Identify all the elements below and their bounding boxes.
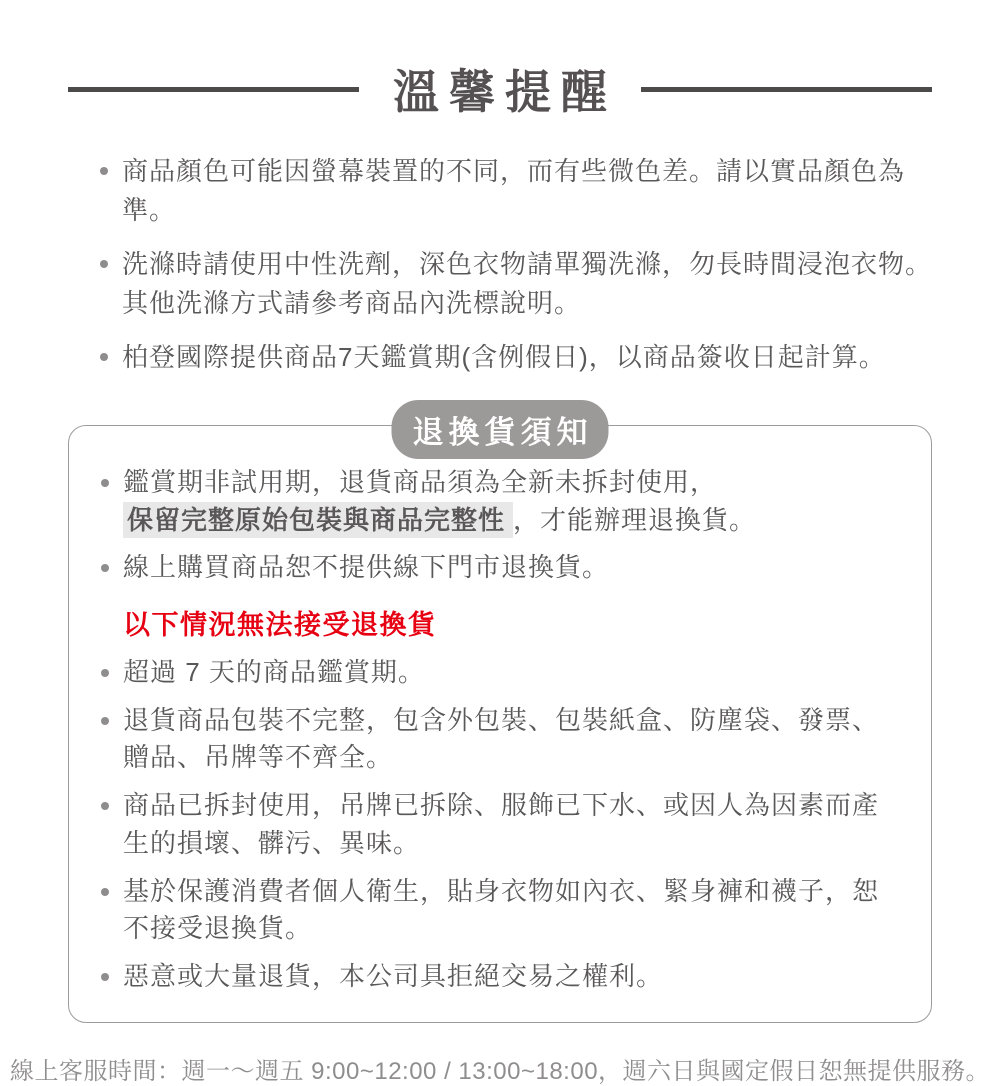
note-line: 基於保護消費者個人衛生，貼身衣物如內衣、緊身褲和襪子，恕 (123, 875, 880, 906)
note-line: 商品已拆封使用，吊牌已拆除、服飾已下水、或因人為因素而產 (123, 790, 880, 821)
note-line: 線上購買商品恕不提供線下門市退換貨。 (123, 552, 610, 583)
highlight-text: 保留完整原始包裝與商品完整性 (123, 502, 513, 538)
list-item (101, 549, 905, 587)
customer-service-hours: 線上客服時間：週一～週五 9:00~12:00 / 13:00~18:00，週六日與國定假日恕無提供服務。 (9, 1057, 991, 1085)
return-policy-box (68, 415, 932, 1023)
note-line (123, 502, 905, 540)
bullet-dot-icon (101, 973, 109, 981)
warning-list (101, 654, 905, 996)
bullet-dot-icon (101, 479, 109, 487)
note-line: 退貨商品包裝不完整，包含外包裝、包裝紙盒、防塵袋、發票、 (123, 704, 880, 735)
title-rule-left (68, 87, 359, 92)
note-line-rest: ，才能辦理退換貨。 (513, 504, 757, 535)
bullet-dot-icon (101, 717, 109, 725)
list-item (100, 152, 942, 230)
note-line: 惡意或大量退貨，本公司具拒絕交易之權利。 (123, 960, 664, 991)
note-line: 鑑賞期非試用期，退貨商品須為全新未拆封使用， (123, 467, 718, 497)
bullet-dot-icon (101, 888, 109, 896)
bullet-dot-icon (101, 564, 109, 572)
bullet-dot-icon (100, 167, 108, 175)
reminder-list (100, 152, 942, 377)
note-line: 不接受退換貨。 (123, 913, 313, 944)
list-item (101, 958, 905, 996)
note-line: 其他洗滌方式請參考商品內洗標說明。 (122, 288, 582, 318)
bullet-dot-icon (101, 669, 109, 677)
list-item (100, 338, 942, 377)
page-header (68, 56, 932, 122)
note-line: 超過 7 天的商品鑑賞期。 (123, 657, 425, 688)
bullet-dot-icon (101, 802, 109, 810)
note-line: 贈品、吊牌等不齊全。 (123, 742, 394, 773)
list-item (101, 787, 905, 862)
title-rule-right (641, 87, 932, 92)
note-line: 商品顏色可能因螢幕裝置的不同，而有些微色差。請以實品顏色為準。 (122, 156, 906, 225)
list-item (101, 654, 905, 692)
list-item (101, 464, 905, 539)
page-title: 溫馨提醒 (393, 66, 617, 118)
return-policy-list (101, 464, 905, 587)
bullet-dot-icon (100, 260, 108, 268)
list-item (100, 245, 942, 323)
bullet-dot-icon (100, 353, 108, 361)
list-item (101, 873, 905, 948)
warning-heading: 以下情況無法接受退換貨 (123, 610, 437, 641)
reminder-page (0, 56, 1000, 1085)
note-line: 柏登國際提供商品7天鑑賞期(含例假日)，以商品簽收日起計算。 (122, 342, 886, 372)
note-line: 洗滌時請使用中性洗劑，深色衣物請單獨洗滌，勿長時間浸泡衣物。 (122, 249, 933, 279)
list-item (101, 702, 905, 777)
note-line: 生的損壞、髒污、異味。 (123, 827, 421, 858)
return-policy-badge: 退換貨須知 (392, 400, 609, 459)
